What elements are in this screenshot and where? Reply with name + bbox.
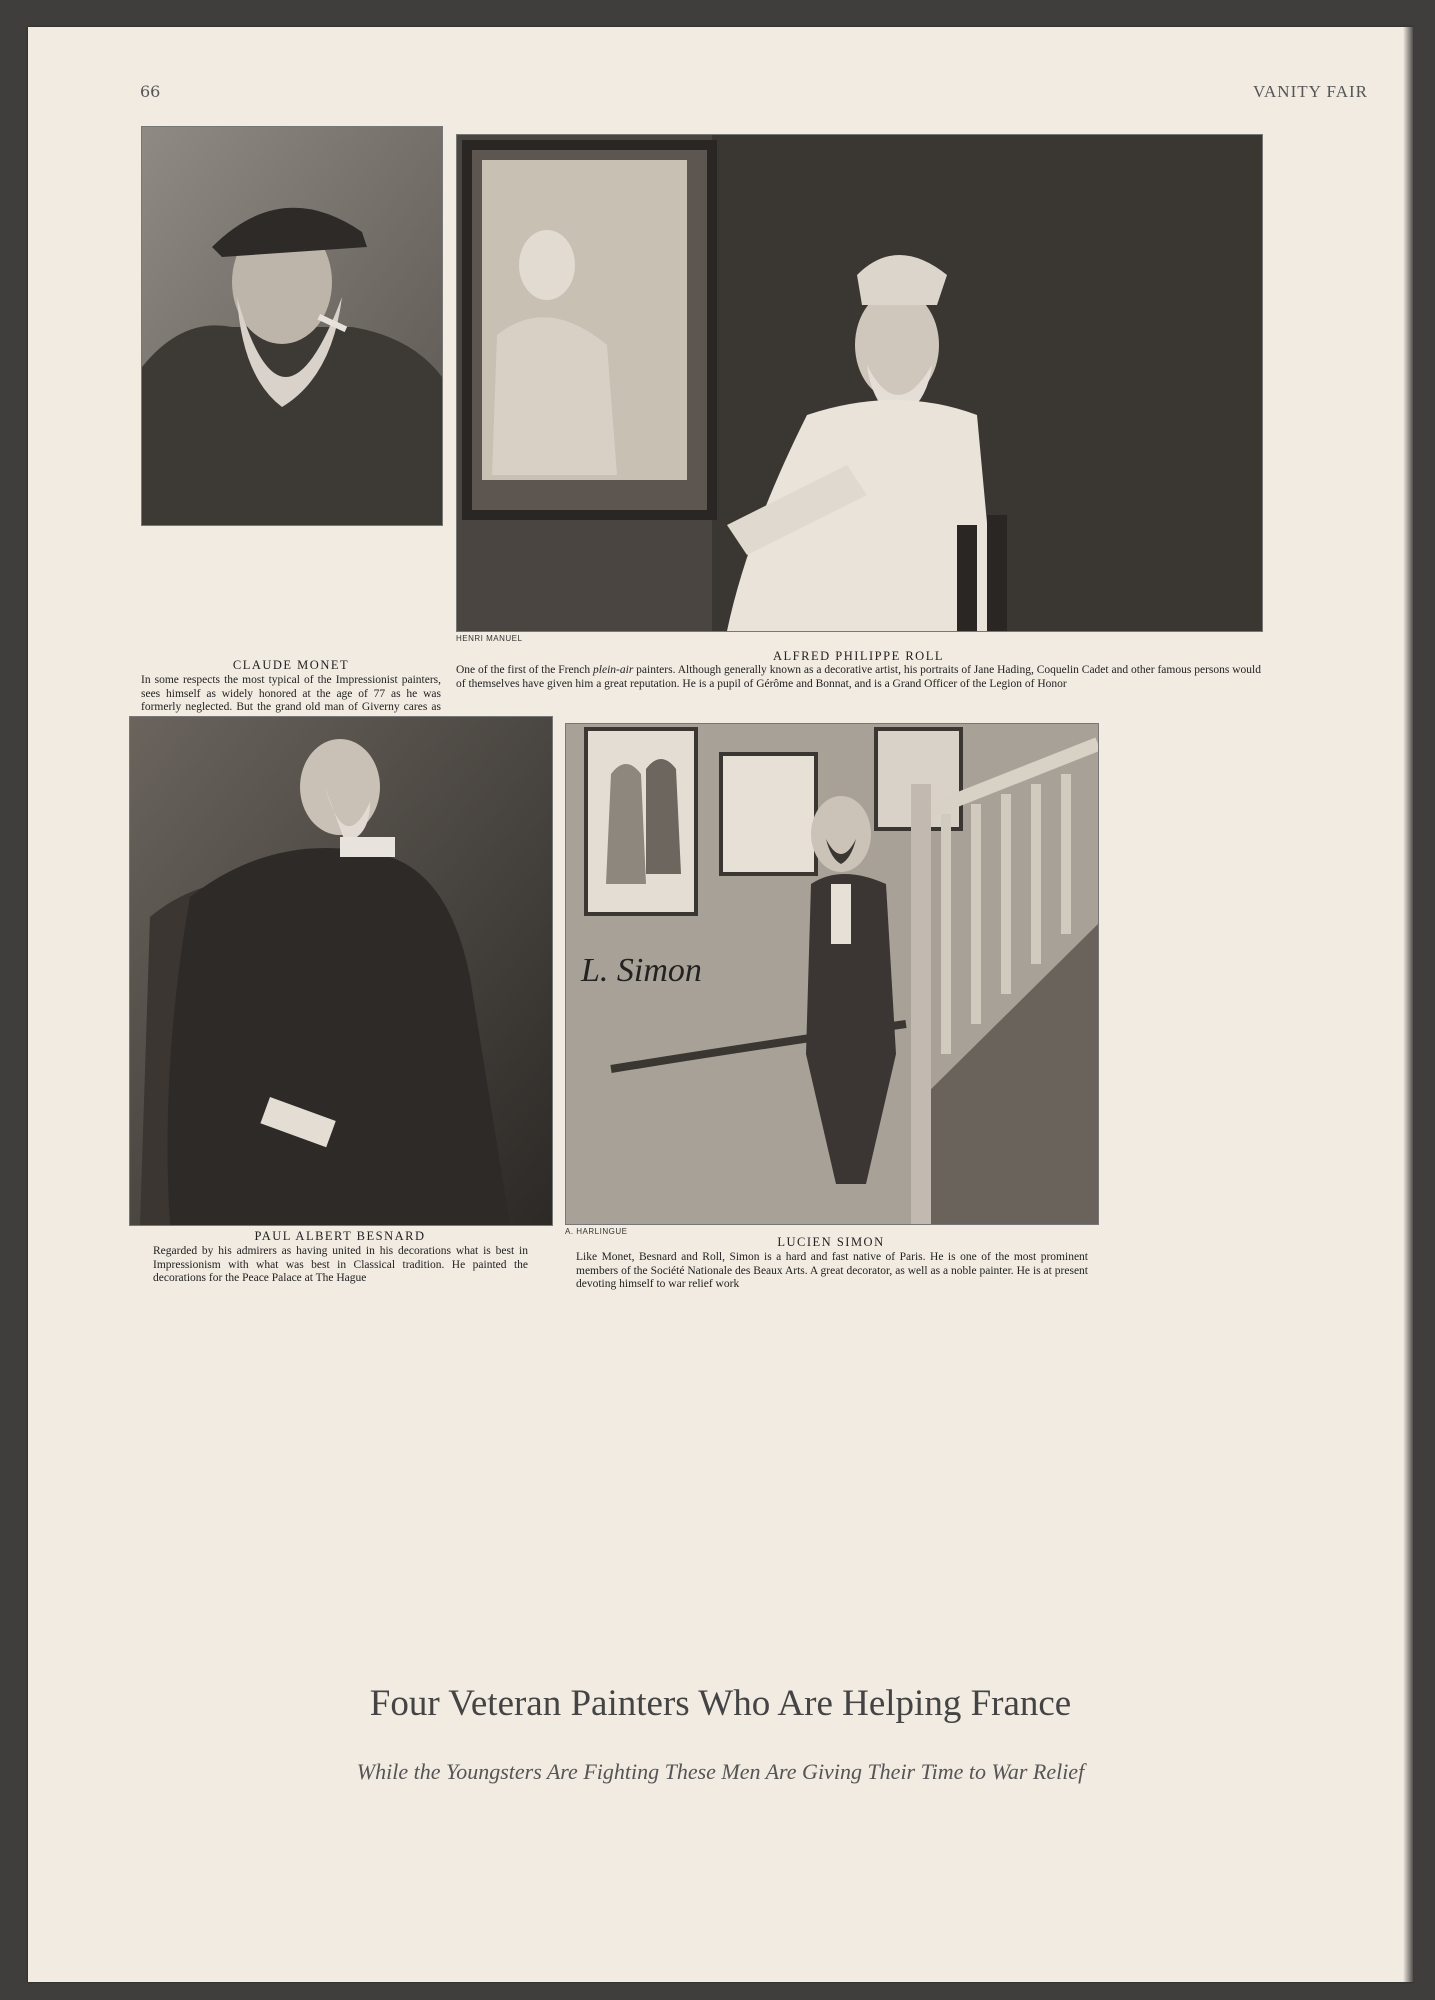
subheadline: While the Youngsters Are Fighting These Men Are Giving Their Time to War Relief — [356, 1759, 1085, 1784]
monet-caption-title: CLAUDE MONET — [232, 658, 350, 672]
simon-caption-text: Like Monet, Besnard and Roll, Simon is a hard and fast native of Paris. He is one of the most prominent members of the Société Nationale des Beaux Arts. A great decorator, as well as a noble painter. He is at present devoting himself to war relief work — [576, 1251, 1088, 1290]
simon-photo — [565, 723, 1099, 1225]
page-number: 66 — [140, 82, 161, 101]
roll-text-italic: plein-air — [593, 664, 634, 676]
monet-caption-text: In some respects the most typical of the Impressionist painters, sees himself as widely honored at the age of 77 as he was formerly neglected. But the grand old man of Giverny cares as — [141, 674, 441, 713]
besnard-photo — [129, 716, 553, 1226]
monet-photo — [141, 126, 443, 526]
besnard-caption-text: Regarded by his admirers as having united in his decorations what is best in Impressionism with what was best in Classical tradition. He painted the decorations for the Peace Palace at The Hague — [153, 1245, 528, 1284]
roll-caption-text — [456, 664, 1261, 691]
besnard-caption-title: PAUL ALBERT BESNARD — [254, 1229, 426, 1243]
simon-signature: L. Simon — [581, 952, 702, 989]
roll-photo — [456, 134, 1263, 632]
simon-caption-title: LUCIEN SIMON — [777, 1235, 885, 1249]
simon-photo-credit: A. HARLINGUE — [565, 1227, 628, 1236]
roll-text-end: painters. Although generally known as a decorative artist, his portraits of Jane Hading, Coquelin Cadet and other famous persons would of themselves have given him a great reputation. He is a pupil of Gérôme and Bonnat, and is a Grand Officer of the Legion of Honor — [456, 664, 1261, 690]
magazine-title: VANITY FAIR — [1252, 82, 1368, 101]
magazine-page — [28, 27, 1413, 1982]
roll-photo-credit: HENRI MANUEL — [456, 634, 523, 643]
roll-text-start: One of the first of the French — [456, 664, 594, 676]
roll-caption-title: ALFRED PHILIPPE ROLL — [773, 649, 944, 663]
headline: Four Veteran Painters Who Are Helping France — [369, 1683, 1072, 1724]
